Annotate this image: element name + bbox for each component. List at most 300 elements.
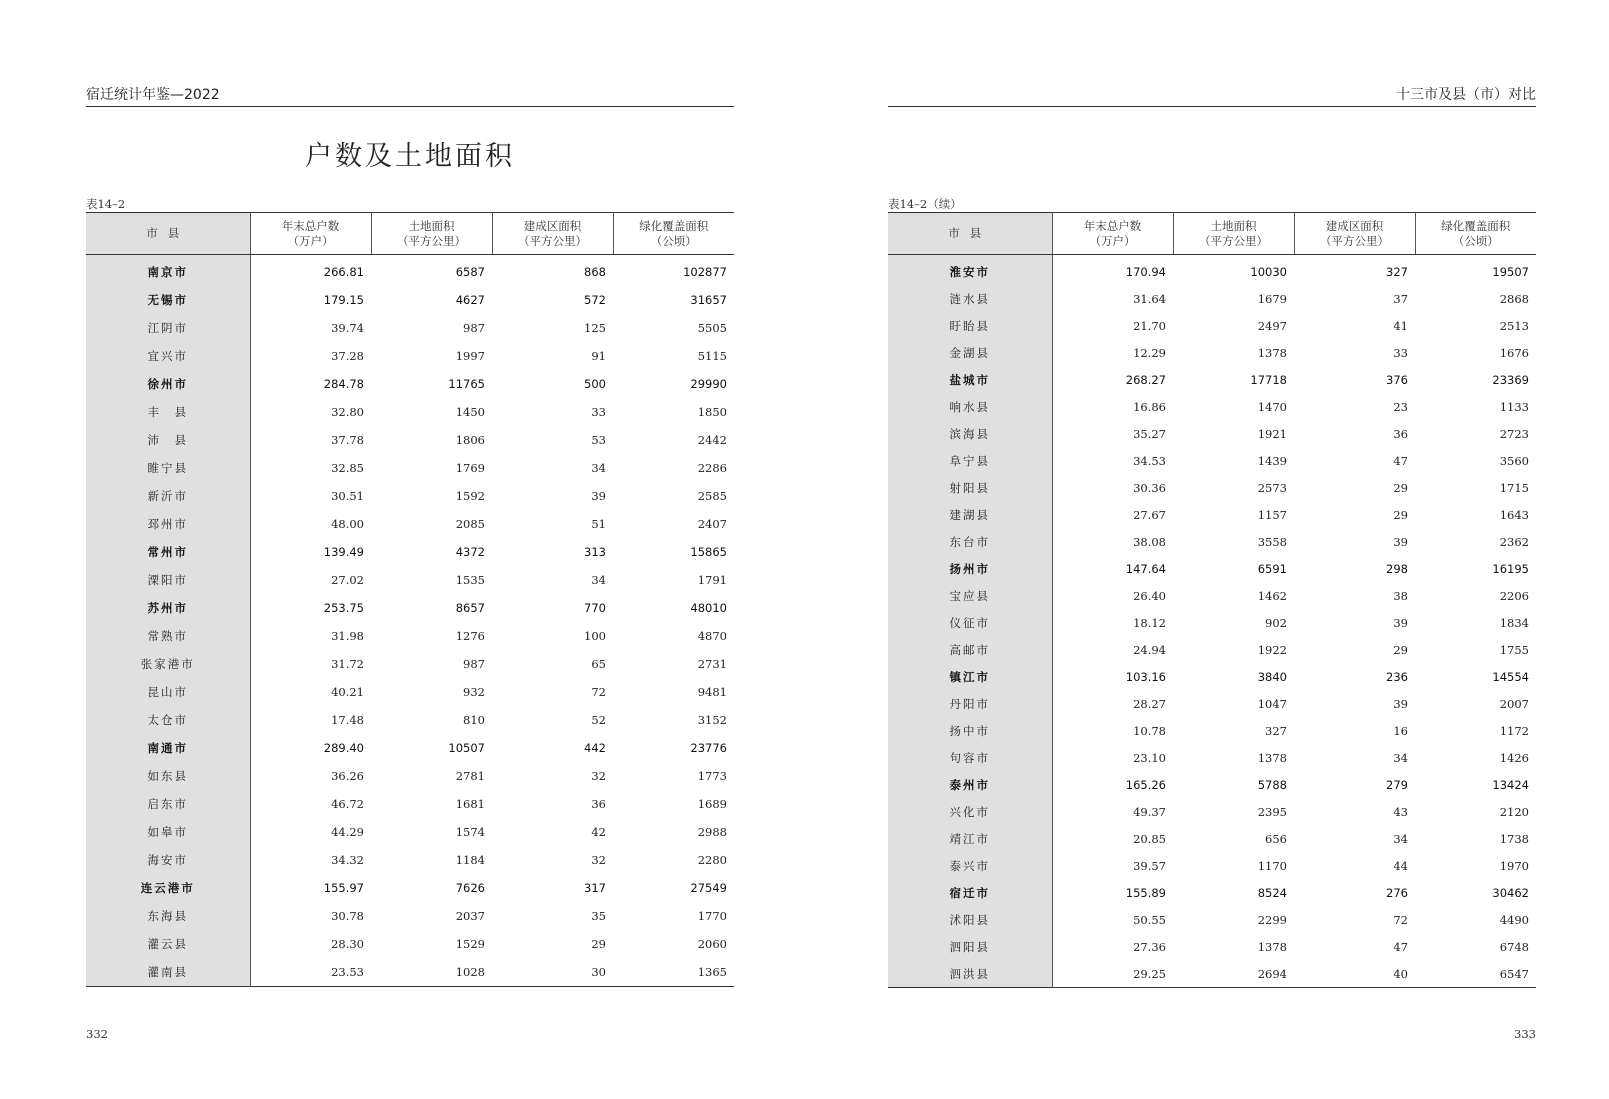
land-area-cell: 1462: [1257, 588, 1287, 603]
households-cell: 27.36: [1133, 939, 1166, 954]
land-area-cell: 1470: [1257, 399, 1287, 414]
green-area-cell: 23369: [1492, 372, 1529, 387]
left-page: [86, 0, 734, 1099]
name-cell: 宿迁市: [888, 879, 1052, 906]
households-cell: 26.40: [1133, 588, 1166, 603]
name-cell: 盐城市: [888, 366, 1052, 393]
land-area-cell: 2085: [455, 517, 485, 531]
land-area-cell: 1921: [1257, 426, 1287, 441]
households-cell: 20.85: [1133, 831, 1166, 846]
name-cell: 如皋市: [86, 818, 250, 846]
built-area-cell: 313: [584, 545, 606, 559]
land-area-cell: 2299: [1257, 912, 1287, 927]
land-area-cell: 6591: [1257, 561, 1287, 576]
col-unit: （平方公里）: [397, 233, 466, 248]
built-area-cell: 47: [1393, 939, 1408, 954]
green-area-cell: 1970: [1499, 858, 1529, 873]
name-cell: 徐州市: [86, 370, 250, 398]
land-area-cell: 1592: [455, 489, 485, 503]
col-label: 绿化覆盖面积: [1441, 218, 1511, 233]
land-area-cell: 327: [1265, 723, 1287, 738]
name-cell: 太仓市: [86, 706, 250, 734]
col-header-built-area: [1294, 213, 1415, 255]
table-row: [888, 771, 1536, 798]
table-row: [888, 528, 1536, 555]
built-area-cell: 91: [591, 349, 606, 363]
table-row: [86, 818, 734, 846]
green-area-cell: 2120: [1499, 804, 1529, 819]
land-area-cell: 2497: [1257, 318, 1287, 333]
households-cell: 31.64: [1133, 291, 1166, 306]
green-area-cell: 23776: [690, 741, 727, 755]
land-area-cell: 2573: [1257, 480, 1287, 495]
name-cell: 沛 县: [86, 426, 250, 454]
name-cell: 无锡市: [86, 286, 250, 314]
name-cell: 新沂市: [86, 482, 250, 510]
name-cell: 响水县: [888, 393, 1052, 420]
land-area-cell: 1378: [1257, 939, 1287, 954]
green-area-cell: 2442: [697, 433, 727, 447]
built-area-cell: 30: [591, 965, 606, 979]
table-row: [86, 398, 734, 426]
green-area-cell: 2988: [697, 825, 727, 839]
land-area-cell: 2781: [455, 769, 485, 783]
table-row: [86, 762, 734, 790]
col-header-name: [86, 213, 250, 255]
col-header-land-area: [371, 213, 492, 255]
built-area-cell: 125: [584, 321, 606, 335]
households-cell: 28.30: [331, 937, 364, 951]
households-cell: 30.78: [331, 909, 364, 923]
name-cell: 江阴市: [86, 314, 250, 342]
green-area-cell: 1715: [1499, 480, 1529, 495]
table-row: [888, 744, 1536, 771]
name-cell: 金湖县: [888, 339, 1052, 366]
green-area-cell: 2060: [697, 937, 727, 951]
col-label: 年末总户数: [1083, 218, 1142, 233]
land-area-cell: 17718: [1250, 372, 1287, 387]
land-area-cell: 810: [463, 713, 485, 727]
table-row: [888, 933, 1536, 960]
built-area-cell: 72: [591, 685, 606, 699]
name-cell: 镇江市: [888, 663, 1052, 690]
green-area-cell: 1755: [1499, 642, 1529, 657]
name-cell: 海安市: [86, 846, 250, 874]
land-area-cell: 4372: [455, 545, 485, 559]
households-cell: 27.02: [331, 573, 364, 587]
households-cell: 28.27: [1133, 696, 1166, 711]
name-cell: 常州市: [86, 538, 250, 566]
table-row: [888, 825, 1536, 852]
green-area-cell: 48010: [690, 601, 727, 615]
built-area-cell: 29: [1393, 480, 1408, 495]
households-cell: 147.64: [1125, 561, 1166, 576]
table-row: [86, 706, 734, 734]
green-area-cell: 5505: [697, 321, 727, 335]
households-cell: 23.10: [1133, 750, 1166, 765]
green-area-cell: 2731: [697, 657, 727, 671]
table-row: [86, 286, 734, 314]
name-cell: 灌南县: [86, 958, 250, 987]
green-area-cell: 27549: [690, 881, 727, 895]
table-row: [888, 906, 1536, 933]
built-area-cell: 35: [591, 909, 606, 923]
name-cell: 丰 县: [86, 398, 250, 426]
col-unit: （公顷）: [650, 233, 697, 248]
land-area-cell: 1681: [455, 797, 485, 811]
green-area-cell: 14554: [1492, 669, 1529, 684]
data-table-left: [86, 212, 734, 987]
table-row: [888, 255, 1536, 286]
name-cell: 溧阳市: [86, 566, 250, 594]
table-row: [86, 930, 734, 958]
name-cell: 启东市: [86, 790, 250, 818]
green-area-cell: 1365: [697, 965, 727, 979]
table-row: [888, 798, 1536, 825]
built-area-cell: 36: [591, 797, 606, 811]
col-header-built-area: [492, 213, 613, 255]
right-page: [888, 0, 1536, 1099]
table-row: [86, 678, 734, 706]
name-cell: 如东县: [86, 762, 250, 790]
table-row: [86, 846, 734, 874]
households-cell: 34.53: [1133, 453, 1166, 468]
land-area-cell: 7626: [455, 881, 485, 895]
built-area-cell: 500: [584, 377, 606, 391]
households-cell: 179.15: [323, 293, 364, 307]
table-row: [888, 879, 1536, 906]
green-area-cell: 3560: [1499, 453, 1529, 468]
green-area-cell: 15865: [690, 545, 727, 559]
name-cell: 阜宁县: [888, 447, 1052, 474]
land-area-cell: 1450: [455, 405, 485, 419]
table-row: [86, 538, 734, 566]
households-cell: 49.37: [1133, 804, 1166, 819]
land-area-cell: 1679: [1257, 291, 1287, 306]
table-row: [86, 650, 734, 678]
built-area-cell: 317: [584, 881, 606, 895]
table-row: [888, 393, 1536, 420]
col-label: 建成区面积: [1325, 218, 1384, 233]
built-area-cell: 770: [584, 601, 606, 615]
name-cell: 扬州市: [888, 555, 1052, 582]
green-area-cell: 1426: [1499, 750, 1529, 765]
land-area-cell: 8524: [1257, 885, 1287, 900]
built-area-cell: 23: [1393, 399, 1408, 414]
green-area-cell: 1738: [1499, 831, 1529, 846]
built-area-cell: 868: [584, 265, 606, 279]
name-cell: 扬中市: [888, 717, 1052, 744]
table-row: [888, 312, 1536, 339]
households-cell: 23.53: [331, 965, 364, 979]
households-cell: 24.94: [1133, 642, 1166, 657]
land-area-cell: 987: [463, 321, 485, 335]
land-area-cell: 1378: [1257, 750, 1287, 765]
name-cell: 高邮市: [888, 636, 1052, 663]
built-area-cell: 52: [591, 713, 606, 727]
built-area-cell: 53: [591, 433, 606, 447]
land-area-cell: 1028: [455, 965, 485, 979]
header-row: [86, 213, 734, 255]
built-area-cell: 29: [1393, 507, 1408, 522]
table-row: [86, 255, 734, 287]
name-cell: 东海县: [86, 902, 250, 930]
built-area-cell: 298: [1386, 561, 1408, 576]
green-area-cell: 9481: [697, 685, 727, 699]
col-unit: （平方公里）: [1320, 233, 1389, 248]
page-number-right: 333: [1514, 1027, 1536, 1041]
name-cell: 灌云县: [86, 930, 250, 958]
households-cell: 27.67: [1133, 507, 1166, 522]
running-head-left: [86, 84, 734, 107]
land-area-cell: 1378: [1257, 345, 1287, 360]
name-cell: 泗阳县: [888, 933, 1052, 960]
households-cell: 289.40: [323, 741, 364, 755]
built-area-cell: 72: [1393, 912, 1408, 927]
col-label: 建成区面积: [523, 218, 582, 233]
name-cell: 滨海县: [888, 420, 1052, 447]
built-area-cell: 34: [591, 461, 606, 475]
households-cell: 39.74: [331, 321, 364, 335]
households-cell: 266.81: [323, 265, 364, 279]
col-header-green-area: [1415, 213, 1536, 255]
land-area-cell: 4627: [455, 293, 485, 307]
land-area-cell: 6587: [455, 265, 485, 279]
households-cell: 253.75: [323, 601, 364, 615]
built-area-cell: 100: [584, 629, 606, 643]
built-area-cell: 51: [591, 517, 606, 531]
land-area-cell: 3558: [1257, 534, 1287, 549]
green-area-cell: 1850: [697, 405, 727, 419]
name-cell: 淮安市: [888, 255, 1052, 286]
green-area-cell: 102877: [683, 265, 727, 279]
table-row: [888, 960, 1536, 988]
built-area-cell: 43: [1393, 804, 1408, 819]
name-cell: 宝应县: [888, 582, 1052, 609]
built-area-cell: 34: [591, 573, 606, 587]
col-unit: （万户）: [287, 233, 334, 248]
green-area-cell: 2723: [1499, 426, 1529, 441]
land-area-cell: 1535: [455, 573, 485, 587]
land-area-cell: 8657: [455, 601, 485, 615]
green-area-cell: 31657: [690, 293, 727, 307]
col-header-land-area: [1173, 213, 1294, 255]
green-area-cell: 13424: [1492, 777, 1529, 792]
col-unit: （万户）: [1089, 233, 1136, 248]
households-cell: 16.86: [1133, 399, 1166, 414]
green-area-cell: 1643: [1499, 507, 1529, 522]
built-area-cell: 29: [1393, 642, 1408, 657]
green-area-cell: 4870: [697, 629, 727, 643]
name-cell: 南京市: [86, 255, 250, 287]
land-area-cell: 1574: [455, 825, 485, 839]
built-area-cell: 38: [1393, 588, 1408, 603]
households-cell: 37.28: [331, 349, 364, 363]
land-area-cell: 1047: [1257, 696, 1287, 711]
built-area-cell: 276: [1386, 885, 1408, 900]
col-label: 土地面积: [1210, 218, 1257, 233]
built-area-cell: 376: [1386, 372, 1408, 387]
table-row: [86, 594, 734, 622]
col-header-name: [888, 213, 1052, 255]
name-cell: 连云港市: [86, 874, 250, 902]
households-cell: 29.25: [1133, 966, 1166, 981]
running-head-text: 宿迁统计年鉴—2022: [86, 87, 220, 103]
built-area-cell: 236: [1386, 669, 1408, 684]
name-cell: 建湖县: [888, 501, 1052, 528]
table-row: [86, 482, 734, 510]
green-area-cell: 1676: [1499, 345, 1529, 360]
col-header-green-area: [613, 213, 734, 255]
households-cell: 268.27: [1125, 372, 1166, 387]
table-row: [888, 582, 1536, 609]
table-row: [888, 501, 1536, 528]
table-row: [888, 366, 1536, 393]
built-area-cell: 33: [591, 405, 606, 419]
table-row: [86, 734, 734, 762]
households-cell: 30.36: [1133, 480, 1166, 495]
land-area-cell: 1184: [455, 853, 485, 867]
green-area-cell: 1689: [697, 797, 727, 811]
name-cell: 南通市: [86, 734, 250, 762]
built-area-cell: 44: [1393, 858, 1408, 873]
households-cell: 12.29: [1133, 345, 1166, 360]
page-title: 户数及土地面积: [305, 141, 515, 172]
table-row: [888, 609, 1536, 636]
households-cell: 35.27: [1133, 426, 1166, 441]
col-unit: （公顷）: [1452, 233, 1499, 248]
households-cell: 40.21: [331, 685, 364, 699]
land-area-cell: 11765: [448, 377, 485, 391]
col-unit: （平方公里）: [518, 233, 587, 248]
name-cell: 泗洪县: [888, 960, 1052, 988]
table-row: [888, 555, 1536, 582]
data-table-right: [888, 212, 1536, 988]
col-header-households: [250, 213, 371, 255]
built-area-cell: 39: [1393, 534, 1408, 549]
header-row: [888, 213, 1536, 255]
built-area-cell: 34: [1393, 750, 1408, 765]
green-area-cell: 3152: [697, 713, 727, 727]
households-cell: 30.51: [331, 489, 364, 503]
green-area-cell: 1791: [697, 573, 727, 587]
running-head-text: 十三市及县（市）对比: [1396, 87, 1536, 103]
table-row: [888, 663, 1536, 690]
col-label: 年末总户数: [281, 218, 340, 233]
land-area-cell: 1806: [455, 433, 485, 447]
households-cell: 155.97: [323, 881, 364, 895]
households-cell: 44.29: [331, 825, 364, 839]
table-label-right: 表14–2（续）: [888, 197, 962, 211]
col-label: 绿化覆盖面积: [639, 218, 709, 233]
households-cell: 21.70: [1133, 318, 1166, 333]
name-cell: 射阳县: [888, 474, 1052, 501]
table-row: [86, 566, 734, 594]
table-row: [888, 690, 1536, 717]
households-cell: 103.16: [1125, 669, 1166, 684]
land-area-cell: 1997: [455, 349, 485, 363]
land-area-cell: 2694: [1257, 966, 1287, 981]
name-cell: 泰州市: [888, 771, 1052, 798]
green-area-cell: 2206: [1499, 588, 1529, 603]
green-area-cell: 1133: [1499, 399, 1529, 414]
table-row: [86, 426, 734, 454]
land-area-cell: 1529: [455, 937, 485, 951]
land-area-cell: 10030: [1250, 264, 1287, 279]
green-area-cell: 2407: [697, 517, 727, 531]
built-area-cell: 442: [584, 741, 606, 755]
land-area-cell: 1769: [455, 461, 485, 475]
built-area-cell: 39: [1393, 696, 1408, 711]
name-cell: 宜兴市: [86, 342, 250, 370]
built-area-cell: 34: [1393, 831, 1408, 846]
green-area-cell: 2585: [697, 489, 727, 503]
green-area-cell: 2286: [697, 461, 727, 475]
name-cell: 泰兴市: [888, 852, 1052, 879]
land-area-cell: 1439: [1257, 453, 1287, 468]
table-row: [888, 447, 1536, 474]
name-cell: 涟水县: [888, 285, 1052, 312]
households-cell: 10.78: [1133, 723, 1166, 738]
name-cell: 常熟市: [86, 622, 250, 650]
built-area-cell: 39: [1393, 615, 1408, 630]
built-area-cell: 327: [1386, 264, 1408, 279]
households-cell: 37.78: [331, 433, 364, 447]
land-area-cell: 1157: [1257, 507, 1287, 522]
name-cell: 邳州市: [86, 510, 250, 538]
green-area-cell: 2280: [697, 853, 727, 867]
table-row: [888, 420, 1536, 447]
households-cell: 31.98: [331, 629, 364, 643]
households-cell: 50.55: [1133, 912, 1166, 927]
green-area-cell: 1834: [1499, 615, 1529, 630]
table-row: [86, 622, 734, 650]
land-area-cell: 987: [463, 657, 485, 671]
table-row: [86, 958, 734, 987]
table-row: [888, 339, 1536, 366]
built-area-cell: 41: [1393, 318, 1408, 333]
name-cell: 睢宁县: [86, 454, 250, 482]
built-area-cell: 47: [1393, 453, 1408, 468]
built-area-cell: 572: [584, 293, 606, 307]
households-cell: 17.48: [331, 713, 364, 727]
land-area-cell: 1276: [455, 629, 485, 643]
green-area-cell: 5115: [697, 349, 727, 363]
col-label: 市县: [948, 226, 992, 240]
green-area-cell: 1172: [1499, 723, 1529, 738]
name-cell: 盱眙县: [888, 312, 1052, 339]
table-row: [888, 474, 1536, 501]
table-row: [86, 902, 734, 930]
households-cell: 32.85: [331, 461, 364, 475]
table-label-left: 表14–2: [86, 197, 126, 211]
green-area-cell: 19507: [1492, 264, 1529, 279]
built-area-cell: 32: [591, 769, 606, 783]
built-area-cell: 33: [1393, 345, 1408, 360]
name-cell: 句容市: [888, 744, 1052, 771]
households-cell: 139.49: [323, 545, 364, 559]
land-area-cell: 1922: [1257, 642, 1287, 657]
households-cell: 39.57: [1133, 858, 1166, 873]
land-area-cell: 2395: [1257, 804, 1287, 819]
table-row: [86, 874, 734, 902]
table-row: [888, 636, 1536, 663]
built-area-cell: 279: [1386, 777, 1408, 792]
table-row: [86, 342, 734, 370]
households-cell: 46.72: [331, 797, 364, 811]
land-area-cell: 656: [1265, 831, 1287, 846]
built-area-cell: 40: [1393, 966, 1408, 981]
